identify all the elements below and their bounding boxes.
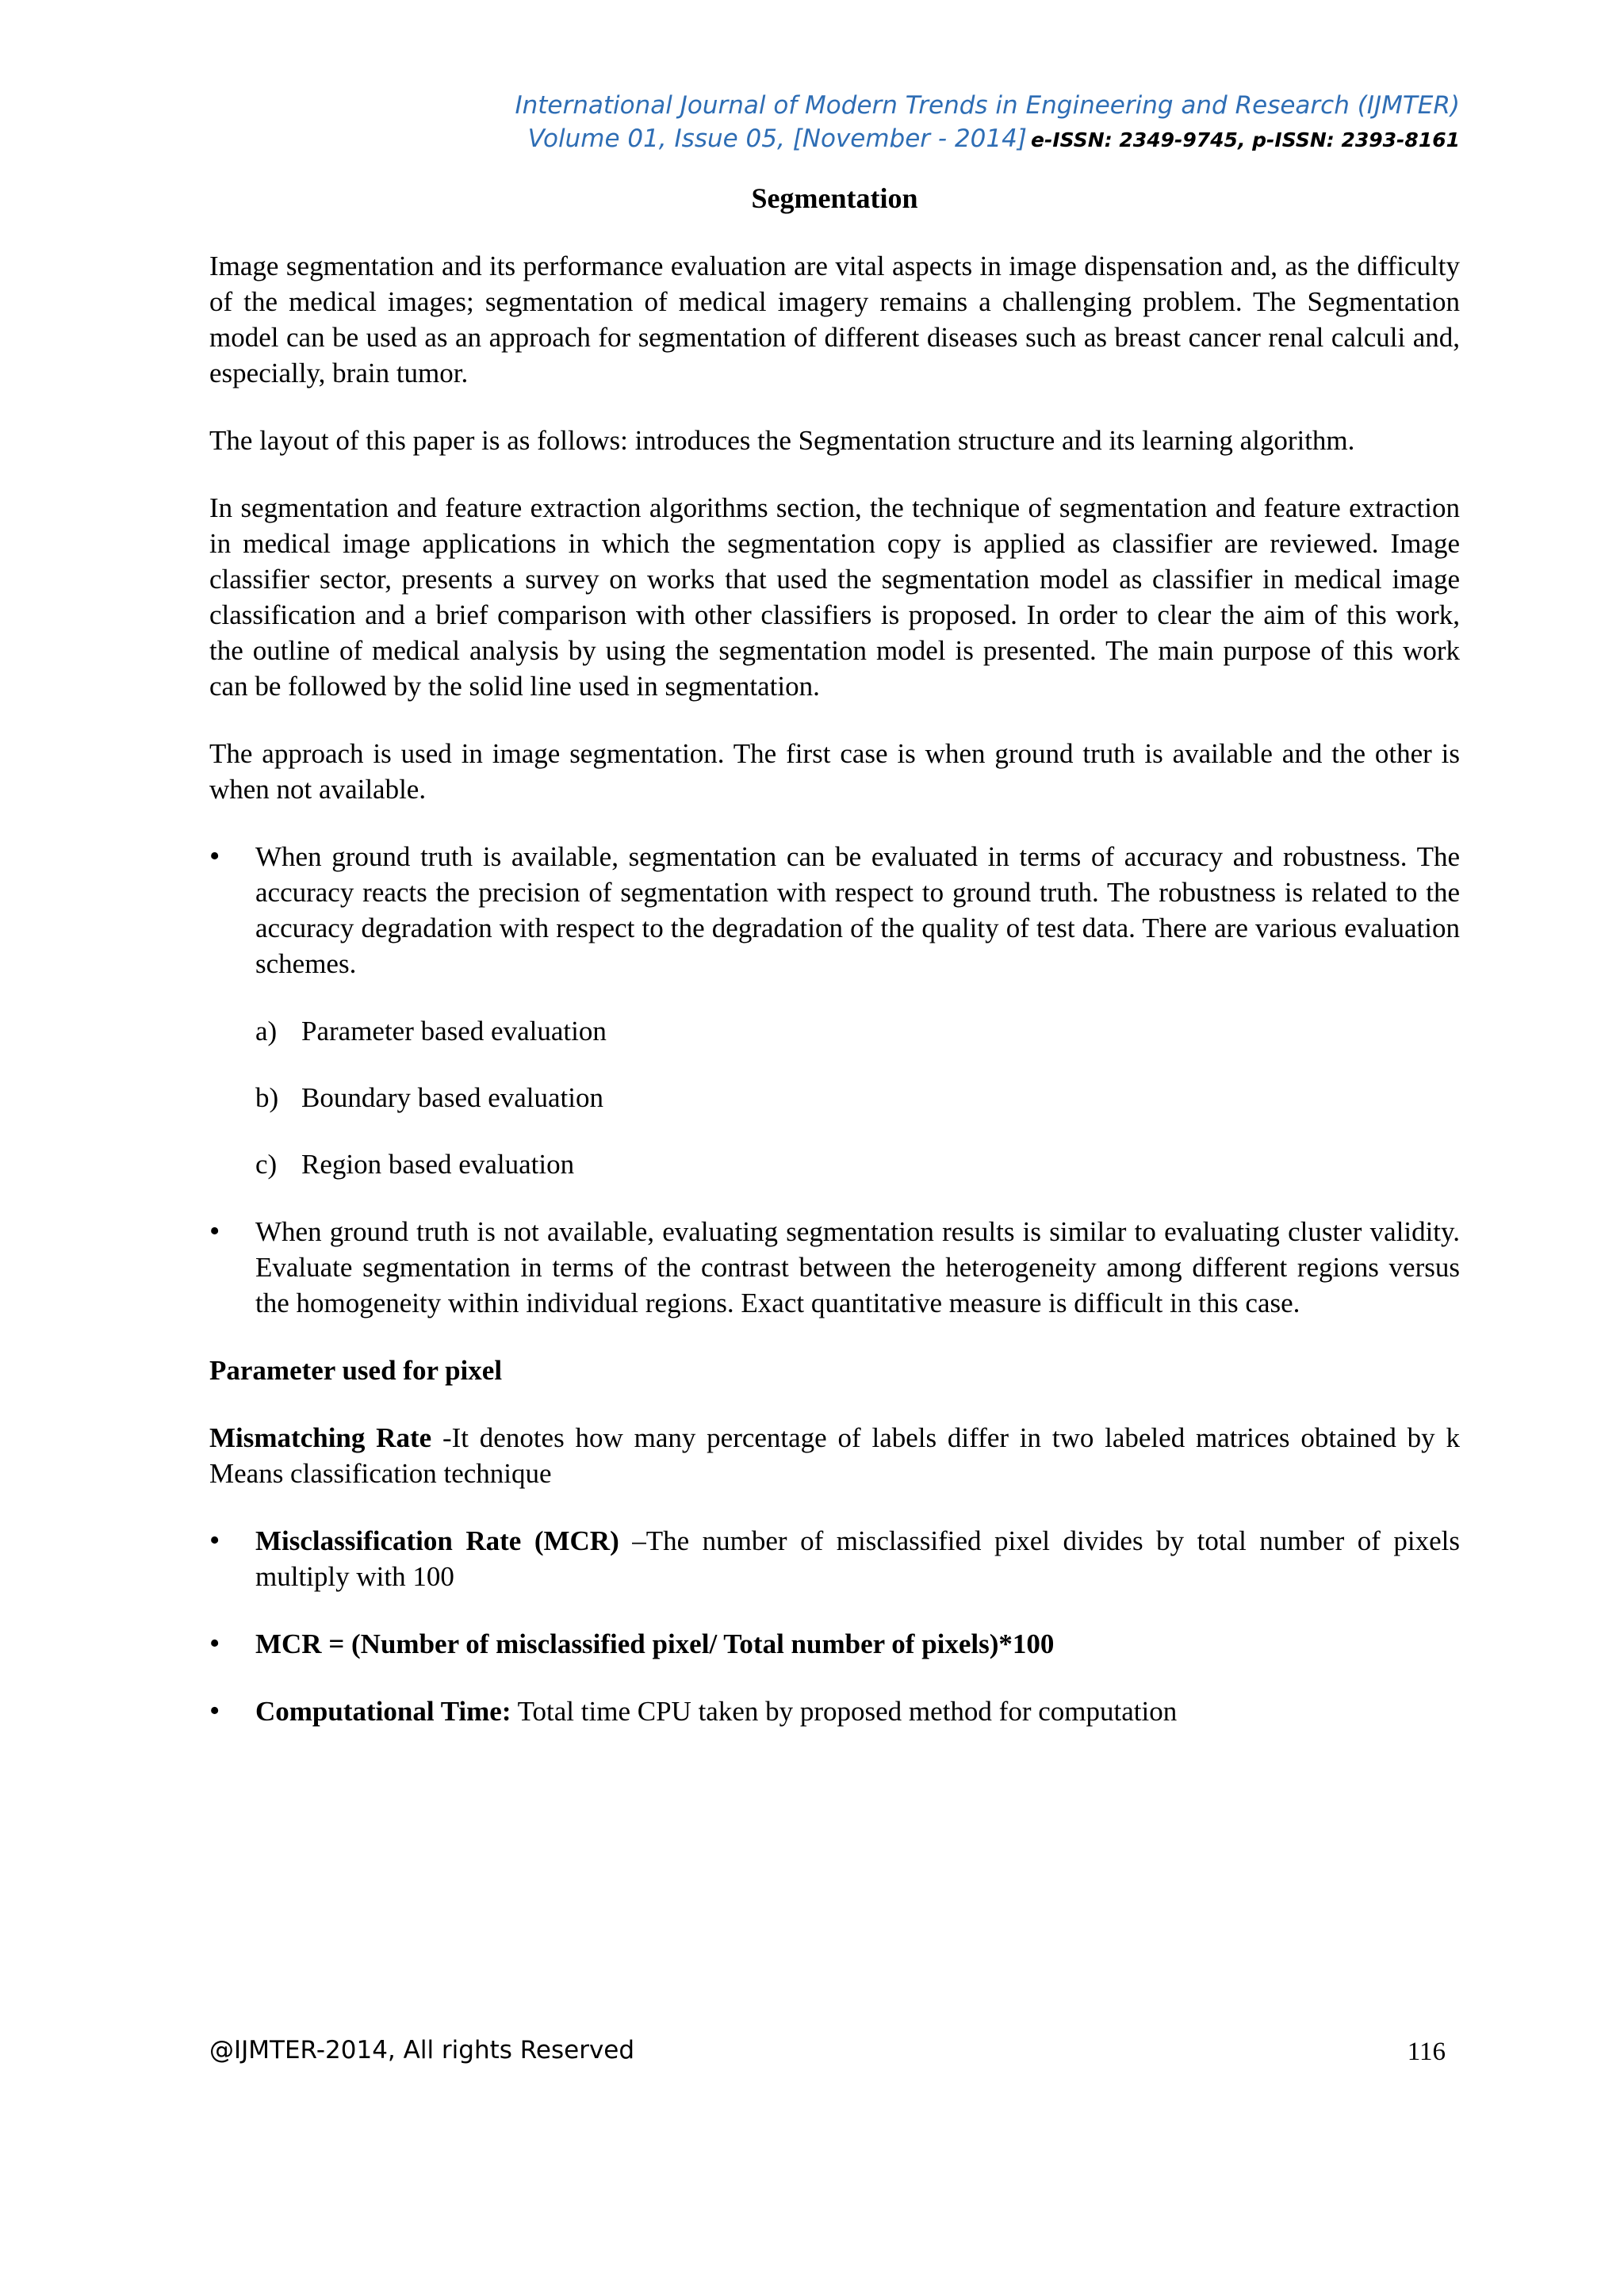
paragraph-layout: The layout of this paper is as follows: introduces the Segmentation structure and its learning algorithm. (209, 425, 1355, 456)
journal-title: International Journal of Modern Trends in Engineering and Research (IJMTER) (515, 91, 1460, 120)
parameter-list (209, 1523, 1460, 1729)
bullet-text: When ground truth is not available, evaluating segmentation results is similar to evaluating cluster validity. Evaluate segmentation in terms of the contrast between the heterogeneity among different regions versus the homogeneity within individual regions. Exact quantitative measure is difficult in this case. (255, 1216, 1460, 1318)
ground-truth-list (209, 839, 1460, 1321)
paragraph-intro: Image segmentation and its performance evaluation are vital aspects in image dispensation and, as the difficulty of the medical images; segmentation of medical imagery remains a challenging problem. The Segmentation model can be used as an approach for segmentation of different diseases such as breast cancer renal calculi and, especially, brain tumor. (209, 251, 1460, 388)
evaluation-schemes-list (255, 1013, 1460, 1182)
list-item: c) Region based evaluation (255, 1149, 575, 1180)
mismatching-rate-paragraph: Mismatching Rate -It denotes how many percentage of labels differ in two labeled matrices obtained by k Means classification technique (209, 1422, 1460, 1489)
footer-copyright: @IJMTER-2014, All rights Reserved (209, 2036, 635, 2064)
mismatching-rate-term: Mismatching Rate (209, 1422, 432, 1453)
list-item: b) Boundary based evaluation (255, 1082, 604, 1113)
bullet-ground-truth-not-available (209, 1214, 1460, 1321)
bullet-mcr-formula: • MCR = (Number of misclassified pixel/ Total number of pixels)*100 (209, 1626, 1460, 1662)
paragraph-approach: The approach is used in image segmentation. The first case is when ground truth is available and the other is when not available. (209, 738, 1460, 805)
parameter-heading: Parameter used for pixel (209, 1355, 503, 1386)
page-content (209, 181, 1460, 1761)
bullet-mcr-definition: • Misclassification Rate (MCR) –The number of misclassified pixel divides by total number of pixels multiply with 100 (209, 1523, 1460, 1594)
bullet-text: When ground truth is available, segmentation can be evaluated in terms of accuracy and robustness. The accuracy reacts the precision of segmentation with respect to ground truth. The robustness is related to the accuracy degradation with respect to the degradation of the quality of test data. There are various evaluation schemes. (255, 841, 1460, 979)
page-header (209, 89, 1460, 155)
journal-issn: e-ISSN: 2349-9745, p-ISSN: 2393-8161 (1031, 128, 1460, 151)
journal-volume: Volume 01, Issue 05, [November - 2014] (527, 124, 1027, 153)
page-number: 116 (1407, 2038, 1446, 2066)
list-item: a) Parameter based evaluation (255, 1016, 607, 1047)
bullet-computational-time: • Computational Time: Total time CPU taken by proposed method for computation (209, 1693, 1460, 1729)
paragraph-review: In segmentation and feature extraction algorithms section, the technique of segmentation and feature extraction in medical image applications in which the segmentation copy is applied as classifier are reviewed. Image classifier sector, presents a survey on works that used the segmentation model as classifier in medical image classification and a brief comparison with other classifiers is proposed. In order to clear the aim of this work, the outline of medical analysis by using the segmentation model is presented. The main purpose of this work can be followed by the solid line used in segmentation. (209, 492, 1460, 702)
bullet-ground-truth-available (209, 839, 1460, 1182)
section-title: Segmentation (751, 182, 918, 214)
